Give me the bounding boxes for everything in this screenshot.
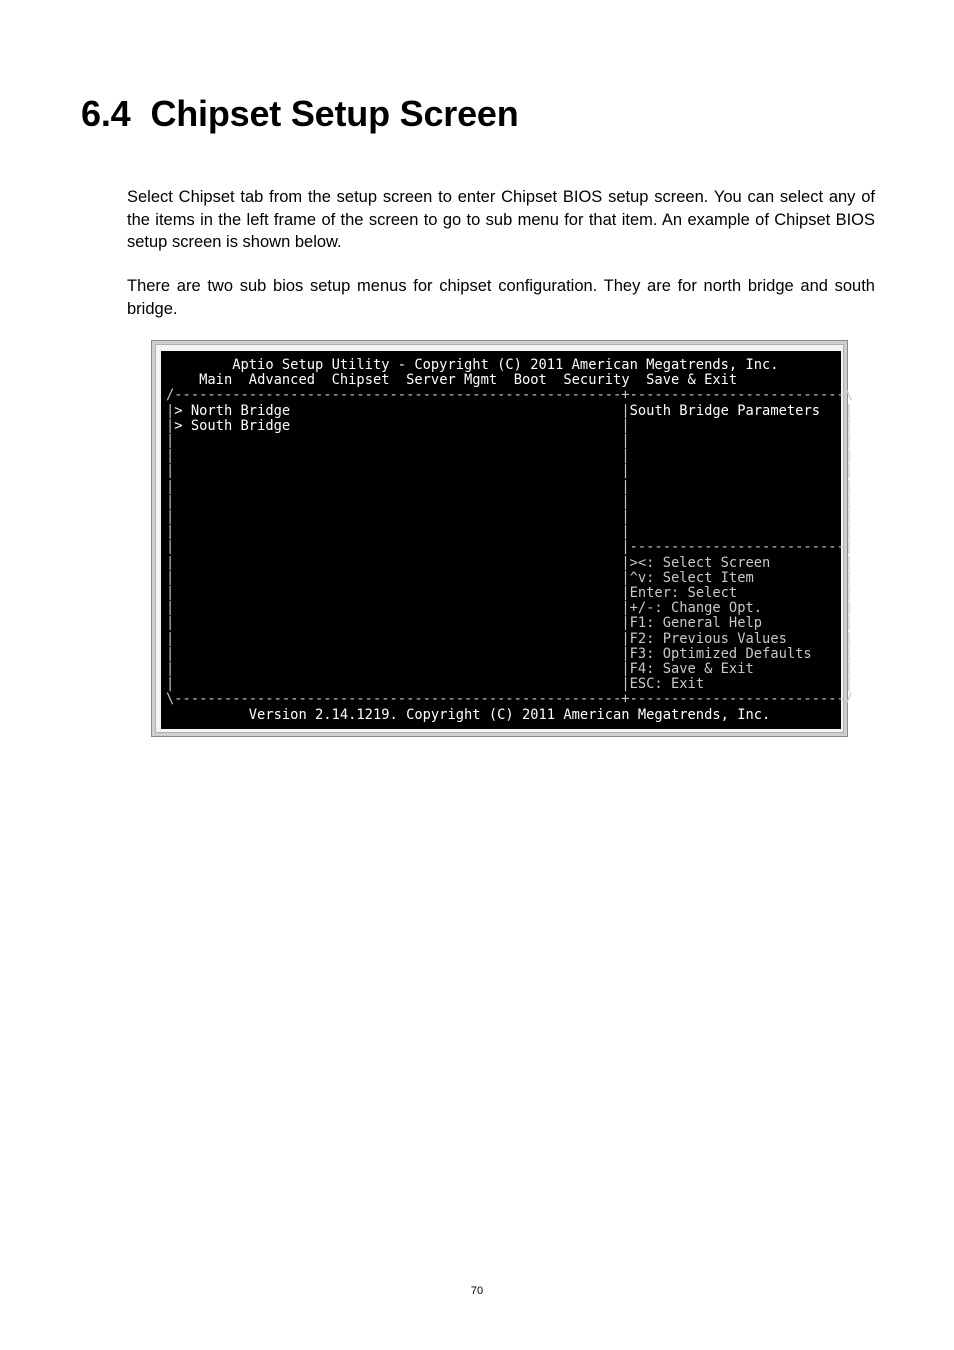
bios-key-hint: F1: General Help [629, 615, 763, 632]
bios-line: | |^v: Select Item | [166, 569, 854, 586]
submenus-paragraph: There are two sub bios setup menus for chipset configuration. They are for north bridge and south bridge. [127, 277, 875, 318]
bios-screen [161, 351, 854, 729]
bios-key-hint: ESC: Exit [629, 676, 705, 693]
bios-menu-bar[interactable]: Main Advanced Chipset Server Mgmt Boot Security Save & Exit [199, 372, 738, 389]
bios-line: | | | [166, 433, 854, 449]
bios-key-hint: F4: Save & Exit [629, 661, 754, 677]
bios-key-hint: ^v: Select Item [629, 569, 754, 586]
section-title: Chipset Setup Screen [150, 93, 519, 134]
bios-menu-item-south-bridge[interactable]: South Bridge [190, 417, 291, 434]
bios-line: | |><: Select Screen | [166, 554, 854, 571]
bios-line: |> North Bridge |South Bridge Parameters | [166, 402, 854, 419]
bios-key-hint: Enter: Select [629, 585, 738, 601]
bios-key-hint: ><: Select Screen [629, 554, 771, 571]
bios-line: | |F3: Optimized Defaults | [166, 645, 854, 662]
bios-line [166, 358, 853, 373]
bios-help-title: South Bridge Parameters [629, 402, 821, 419]
bios-title: Aptio Setup Utility - Copyright (C) 2011 American Megatrends, Inc. [166, 357, 854, 373]
bios-line [166, 373, 737, 388]
bios-line: | |ESC: Exit | [166, 676, 854, 693]
bios-line: | |F1: General Help | [166, 615, 854, 632]
bios-line: | |F2: Previous Values | [166, 630, 854, 647]
intro-paragraph: Select Chipset tab from the setup screen to enter Chipset BIOS setup screen. You can select any of the items in the left frame of the screen to go to sub menu for that item. An example of Chipset BIOS setup screen is shown below. [127, 188, 875, 251]
bios-line: | | | [166, 509, 854, 525]
bios-key-hint: +/-: Change Opt. [629, 600, 763, 617]
bios-line: \------------------------------------------------------+--------------------------/ [166, 691, 854, 708]
bios-line: | | | [166, 448, 854, 465]
bios-line: | | | [166, 493, 854, 510]
bios-line: /------------------------------------------------------+--------------------------\ [166, 387, 854, 404]
bios-menu-item-north-bridge[interactable]: North Bridge [190, 402, 291, 419]
bios-key-hint: F3: Optimized Defaults [629, 645, 812, 662]
page-number: 70 [470, 1285, 484, 1297]
bios-line [166, 708, 853, 723]
bios-line: | |--------------------------| [166, 539, 854, 556]
bios-line: | |+/-: Change Opt. | [166, 600, 854, 617]
bios-line: | |F4: Save & Exit | [166, 661, 854, 677]
section-heading [81, 92, 519, 136]
bios-key-hint: F2: Previous Values [629, 630, 787, 647]
section-number: 6.4 [81, 93, 131, 134]
bios-footer: Version 2.14.1219. Copyright (C) 2011 American Megatrends, Inc. [166, 706, 854, 723]
bios-line: |> South Bridge | | [166, 417, 854, 434]
bios-line: | |Enter: Select | [166, 585, 854, 601]
bios-line: | | | [166, 463, 854, 480]
bios-line: | | | [166, 524, 854, 541]
bios-line: | | | [166, 478, 854, 495]
